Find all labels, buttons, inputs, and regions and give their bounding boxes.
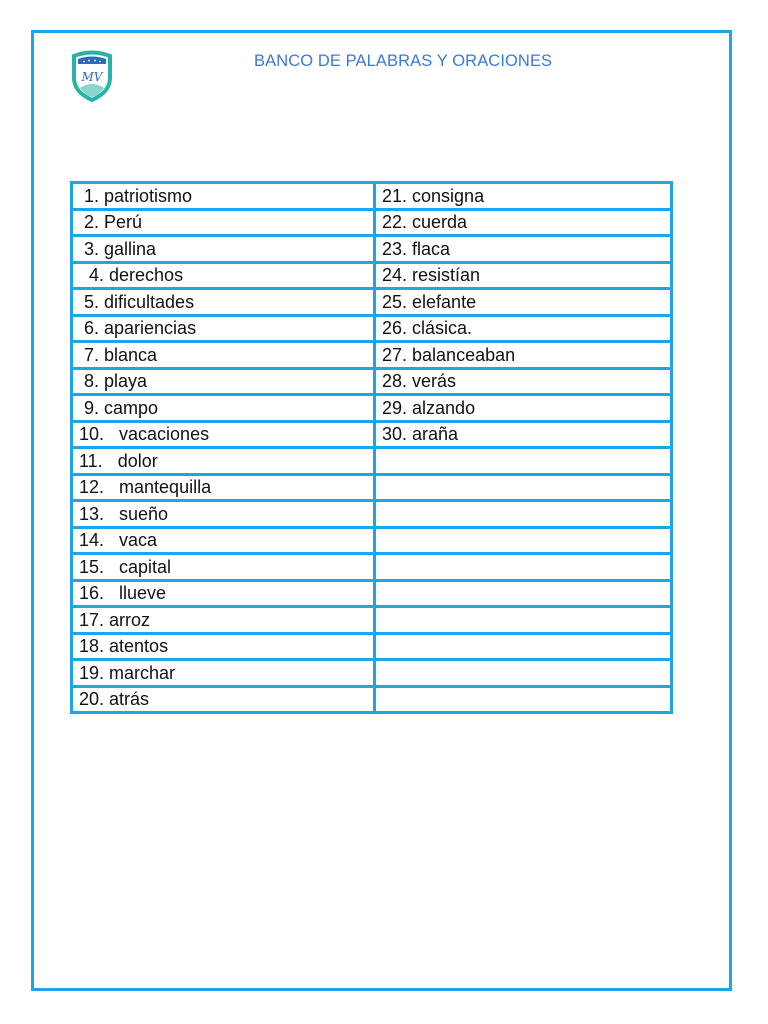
table-row <box>72 607 672 634</box>
table-row <box>72 342 672 369</box>
word-cell-left: 11. dolor <box>72 448 375 475</box>
word-cell-right: 23. flaca <box>375 236 672 263</box>
table-row <box>72 368 672 395</box>
word-cell-right <box>375 527 672 554</box>
word-cell-left: 7. blanca <box>72 342 375 369</box>
word-cell-left: 16. llueve <box>72 580 375 607</box>
table-row <box>72 262 672 289</box>
word-cell-left: 20. atrás <box>72 686 375 713</box>
word-cell-right: 29. alzando <box>375 395 672 422</box>
word-cell-left: 4. derechos <box>72 262 375 289</box>
word-cell-left: 9. campo <box>72 395 375 422</box>
word-cell-right <box>375 607 672 634</box>
table-row <box>72 527 672 554</box>
page-title: BANCO DE PALABRAS Y ORACIONES <box>254 52 553 70</box>
word-cell-left: 2. Perú <box>72 209 375 236</box>
word-cell-right: 21. consigna <box>375 183 672 210</box>
word-cell-right: 28. verás <box>375 368 672 395</box>
word-cell-left: 13. sueño <box>72 501 375 528</box>
word-bank-table <box>70 181 673 714</box>
word-cell-left: 15. capital <box>72 554 375 581</box>
word-cell-left: 3. gallina <box>72 236 375 263</box>
word-cell-right: 26. clásica. <box>375 315 672 342</box>
table-row <box>72 580 672 607</box>
table-row <box>72 686 672 713</box>
word-cell-right <box>375 501 672 528</box>
word-cell-left: 8. playa <box>72 368 375 395</box>
table-row <box>72 448 672 475</box>
word-cell-right <box>375 448 672 475</box>
table-row <box>72 554 672 581</box>
word-cell-right: 22. cuerda <box>375 209 672 236</box>
table-row <box>72 633 672 660</box>
table-row <box>72 501 672 528</box>
word-cell-left: 1. patriotismo <box>72 183 375 210</box>
word-cell-right: 27. balanceaban <box>375 342 672 369</box>
word-cell-left: 17. arroz <box>72 607 375 634</box>
word-cell-right <box>375 474 672 501</box>
word-cell-left: 5. dificultades <box>72 289 375 316</box>
word-cell-left: 19. marchar <box>72 660 375 687</box>
word-cell-left: 12. mantequilla <box>72 474 375 501</box>
word-cell-right <box>375 554 672 581</box>
school-shield-logo <box>68 50 116 102</box>
word-cell-left: 10. vacaciones <box>72 421 375 448</box>
table-row <box>72 474 672 501</box>
word-cell-right: 25. elefante <box>375 289 672 316</box>
table-row <box>72 209 672 236</box>
word-cell-left: 14. vaca <box>72 527 375 554</box>
table-row <box>72 421 672 448</box>
word-cell-right <box>375 660 672 687</box>
table-row <box>72 660 672 687</box>
word-cell-right: 30. araña <box>375 421 672 448</box>
table-row <box>72 236 672 263</box>
logo-monogram: MV <box>81 70 103 84</box>
word-cell-right <box>375 580 672 607</box>
word-cell-left: 6. apariencias <box>72 315 375 342</box>
table-row <box>72 395 672 422</box>
table-row <box>72 289 672 316</box>
table-row <box>72 183 672 210</box>
table-row <box>72 315 672 342</box>
word-cell-right <box>375 686 672 713</box>
word-cell-right: 24. resistían <box>375 262 672 289</box>
word-cell-left: 18. atentos <box>72 633 375 660</box>
word-cell-right <box>375 633 672 660</box>
